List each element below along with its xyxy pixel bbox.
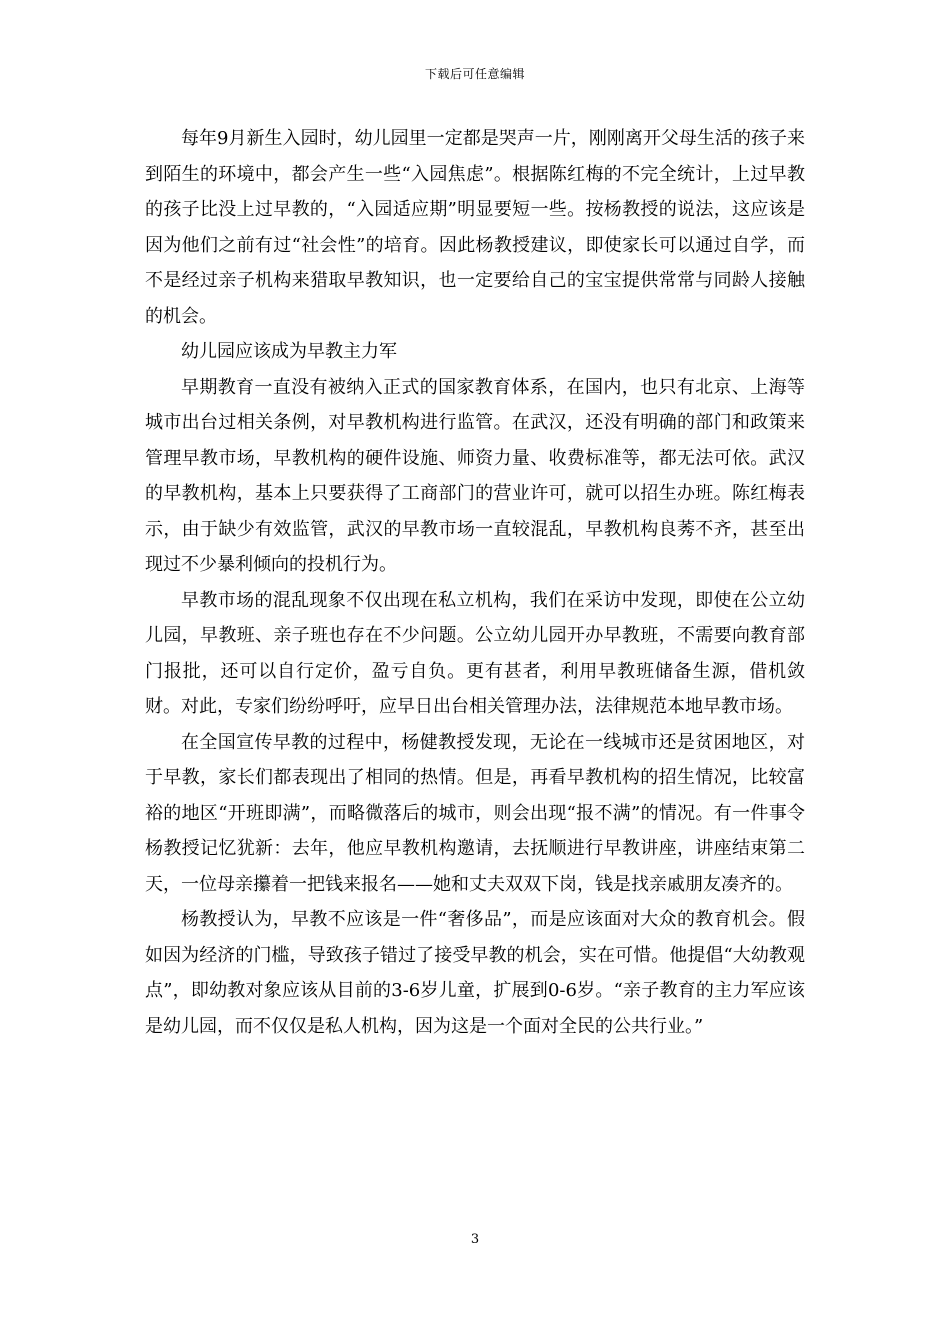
- paragraph-public-kindergarten: 早教市场的混乱现象不仅出现在私立机构，我们在采访中发现，即使在公立幼儿园，早教班、亲子班也存在不少问题。公立幼儿园开办早教班，不需要向教育部门报批，还可以自行定价，盈亏自负。更有甚者，利用早教班储备生源，借机敛财。对此，专家们纷纷呼吁，应早日出台相关管理办法，法律规范本地早教市场。: [145, 589, 805, 717]
- paragraph-public-education: 杨教授认为，早教不应该是一件“奢侈品”，而是应该面对大众的教育机会。假如因为经济的门槛，导致孩子错过了接受早教的机会，实在可惜。他提倡“大幼教观点”，即幼教对象应该从目前的3-6岁儿童，扩展到0-6岁。“亲子教育的主力军应该是幼儿园，而不仅仅是私人机构，因为这是一个面对全民的公共行业。”: [145, 909, 805, 1037]
- section-heading: 幼儿园应该成为早教主力军: [181, 341, 397, 362]
- paragraph-enrollment-anxiety: 每年9月新生入园时，幼儿园里一定都是哭声一片，刚刚离开父母生活的孩子来到陌生的环境中，都会产生一些“入园焦虑”。根据陈红梅的不完全统计，上过早教的孩子比没上过早教的，“入园适应期”明显要短一些。按杨教授的说法，这应该是因为他们之前有过“社会性”的培育。因此杨教授建议，即使家长可以通过自学，而不是经过亲子机构来猎取早教知识，也一定要给自己的宝宝提供常常与同龄人接触的机会。: [145, 128, 805, 327]
- page-header: 下载后可任意编辑: [424, 67, 525, 81]
- paragraph-national-promotion: 在全国宣传早教的过程中，杨健教授发现，无论在一线城市还是贫困地区，对于早教，家长们都表现出了相同的热情。但是，再看早教机构的招生情况，比较富裕的地区“开班即满”，而略微落后的城市，则会出现“报不满”的情况。有一件事令杨教授记忆犹新：去年，他应早教机构邀请，去抚顺进行早教讲座，讲座结束第二天，一位母亲攥着一把钱来报名——她和丈夫双双下岗，钱是找亲戚朋友凑齐的。: [145, 731, 805, 895]
- page-number: 3: [470, 1232, 480, 1247]
- document-body: [145, 121, 805, 1044]
- paragraph-regulation: 早期教育一直没有被纳入正式的国家教育体系，在国内，也只有北京、上海等城市出台过相关条例，对早教机构进行监管。在武汉，还没有明确的部门和政策来管理早教市场，早教机构的硬件设施、师资力量、收费标准等，都无法可依。武汉的早教机构，基本上只要获得了工商部门的营业许可，就可以招生办班。陈红梅表示，由于缺少有效监管，武汉的早教市场一直较混乱，早教机构良莠不齐，甚至出现过不少暴利倾向的投机行为。: [145, 376, 805, 575]
